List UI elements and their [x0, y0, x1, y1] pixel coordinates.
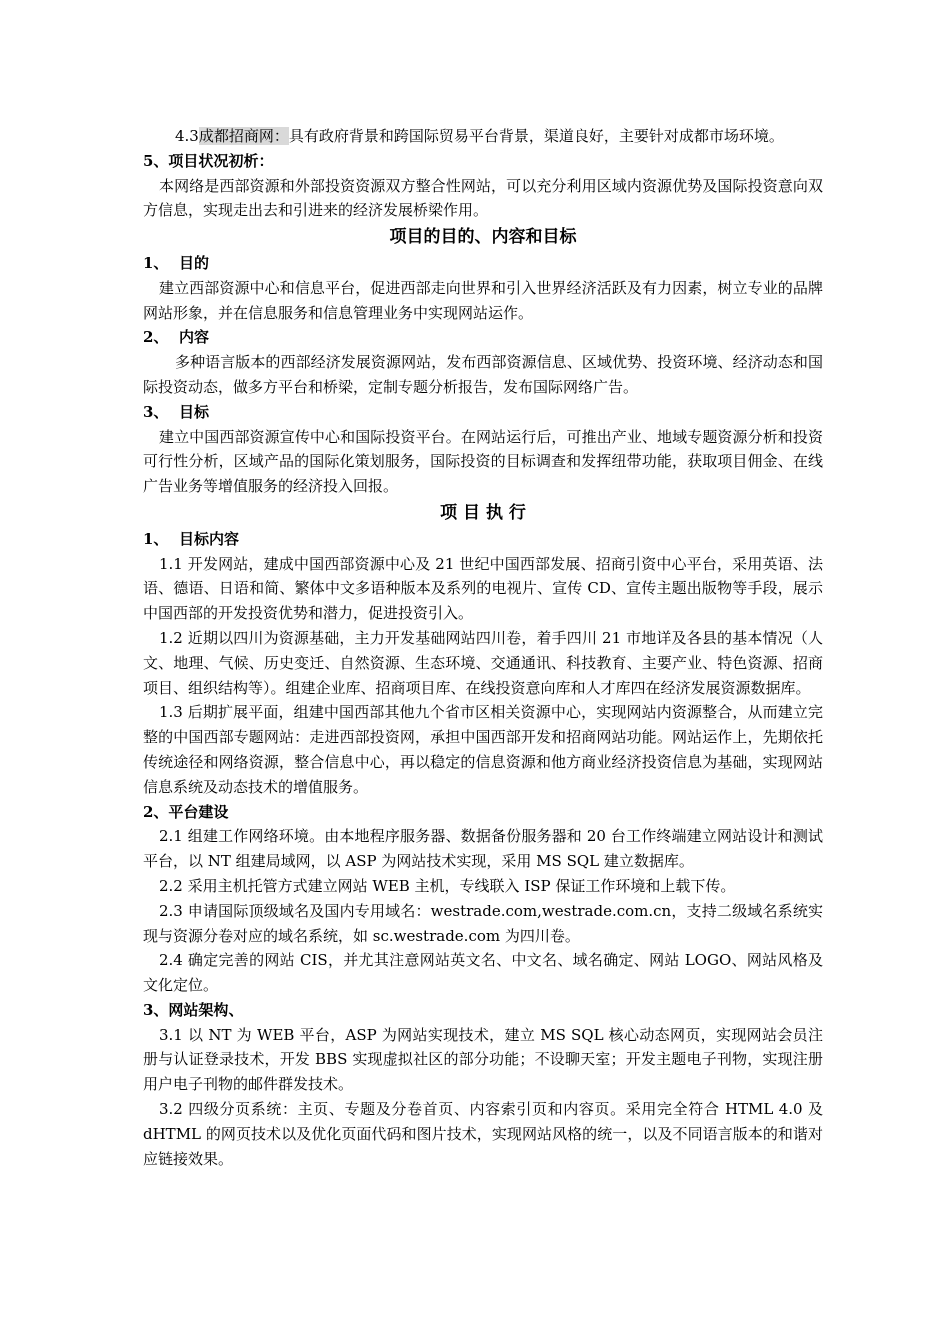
heading-purpose: 1、 目的 [143, 253, 210, 272]
section-title-goals: 项目的目的、内容和目标 [389, 227, 577, 248]
paragraph-target: 建立中国西部资源宣传中心和国际投资平台。在网站运行后，可推出产业、地域专题资源分析和投资可行性分析，区域产品的国际化策划服务，国际投资的目标调查和发挥纽带功能，获取项目佣金、在线广告业务等增值服务的经济投入回报。 [143, 427, 823, 496]
heading-5: 5、项目状况初析： [143, 151, 274, 170]
paragraph-content: 多种语言版本的西部经济发展资源网站，发布西部资源信息、区域优势、投资环境、经济动态和国际投资动态，做多方平台和桥梁，定制专题分析报告，发布国际网络广告。 [143, 353, 823, 396]
paragraph-1-1: 1.1 开发网站，建成中国西部资源中心及 21 世纪中国西部发展、招商引资中心平台，采用英语、法语、德语、日语和简、繁体中文多语种版本及系列的电视片、宣传 CD、宣传主题出版物等手段，展示中国西部的开发投资优势和潜力，促进投资引入。 [143, 554, 823, 623]
section-title-execution: 项 目 执 行 [440, 502, 526, 523]
paragraph-5: 本网络是西部资源和外部投资资源双方整合性网站，可以充分利用区域内资源优势及国际投资意向双方信息，实现走出去和引进来的经济发展桥梁作用。 [143, 176, 823, 220]
paragraph-2-3: 2.3 申请国际顶级域名及国内专用域名：westrade.com,westrade.com.cn，支持二级域名系统实现与资源分卷对应的域名系统，如 sc.westrade.com 为四川卷。 [143, 901, 823, 945]
heading-target-content: 1、 目标内容 [143, 529, 240, 548]
paragraph-2-4: 2.4 确定完善的网站 CIS，并尤其注意网站英文名、中文名、域名确定、网站 LOGO、网站风格及文化定位。 [143, 951, 823, 995]
para-text: 具有政府背景和跨国际贸易平台背景，渠道良好，主要针对成都市场环境。 [288, 127, 784, 145]
paragraph-purpose: 建立西部资源中心和信息平台，促进西部走向世界和引入世界经济活跃及有力因素，树立专业的品牌网站形象，并在信息服务和信息管理业务中实现网站运作。 [143, 278, 823, 322]
paragraph-1-2: 1.2 近期以四川为资源基础，主力开发基础网站四川卷，着手四川 21 市地详及各县的基本情况（人文、地理、气候、历史变迁、自然资源、生态环境、交通通讯、科技教育、主要产业、特色资源、招商项目、组织结构等）。组建企业库、招商项目库、在线投资意向库和人才库四在经济发展资源数据库。 [143, 628, 823, 697]
heading-platform: 2、平台建设 [143, 802, 229, 821]
paragraph-2-2: 2.2 采用主机托管方式建立网站 WEB 主机，专线联入 ISP 保证工作环境和上载下传。 [159, 876, 736, 895]
paragraph-3-2: 3.2 四级分页系统：主页、专题及分卷首页、内容索引页和内容页。采用完全符合 HTML 4.0 及 dHTML 的网页技术以及优化页面代码和图片技术，实现网站风格的统一，以及不同语言版本的和谐对应链接效果。 [143, 1100, 823, 1168]
heading-architecture: 3、网站架构、 [143, 1000, 244, 1019]
highlighted-term: 成都招商网： [198, 127, 289, 145]
paragraph-4-3 [143, 124, 823, 149]
paragraph-2-1: 2.1 组建工作网络环境。由本地程序服务器、数据备份服务器和 20 台工作终端建立网站设计和测试平台，以 NT 组建局域网，以 ASP 为网站技术实现，采用 MS SQL 建立数据库。 [143, 827, 823, 871]
document-page [143, 124, 823, 1171]
heading-target: 3、 目标 [143, 402, 210, 421]
paragraph-3-1: 3.1 以 NT 为 WEB 平台，ASP 为网站实现技术，建立 MS SQL 核心动态网页，实现网站会员注册与认证登录技术，开发 BBS 实现虚拟社区的部分功能；不设聊天室；开发主题电子刊物，实现注册用户电子刊物的邮件群发技术。 [143, 1025, 823, 1094]
paragraph-1-3: 1.3 后期扩展平面，组建中国西部其他九个省市区相关资源中心，实现网站内资源整合，从而建立完整的中国西部专题网站：走进西部投资网，承担中国西部开发和招商网站功能。网站运作上，先期依托传统途径和网络资源，整合信息中心，再以稳定的信息资源和他方商业经济投资信息为基础，实现网站信息系统及动态技术的增值服务。 [143, 703, 823, 796]
heading-content: 2、 内容 [143, 328, 210, 347]
para-number: 4.3 [175, 127, 199, 145]
